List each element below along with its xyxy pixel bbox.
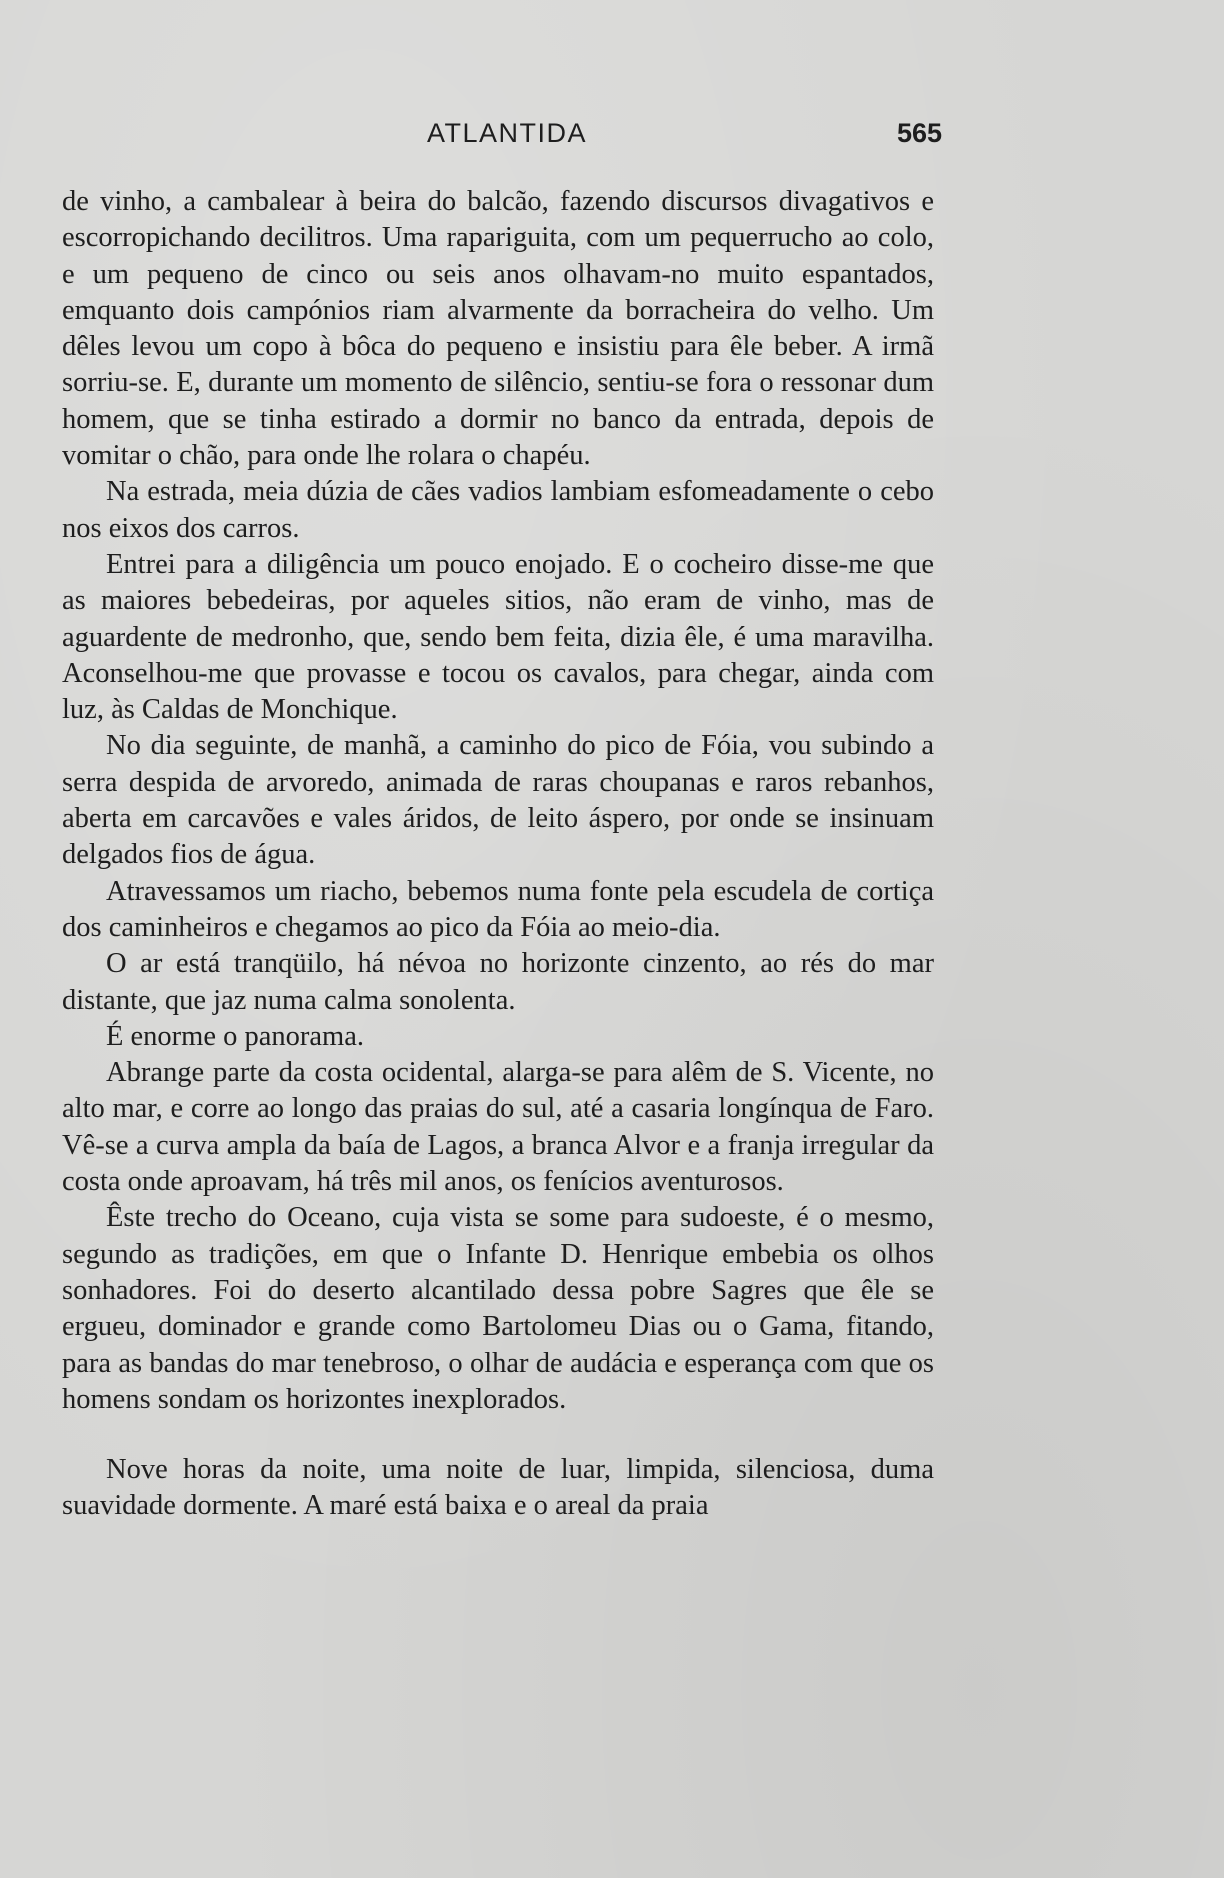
paragraph: Entrei para a diligência um pouco enojado. E o cocheiro disse-me que as maiores bebedeiras, por aqueles sitios, não eram de vinho, mas de aguardente de medronho, que, sendo bem feita, dizia êle, é uma maravilha. Aconselhou-me que provasse e tocou os cavalos, para chegar, ainda com luz, às Caldas de Monchique. (62, 548, 934, 726)
paragraph: de vinho, a cambalear à beira do balcão, fazendo discursos divagativos e escorropichando decilitros. Uma rapariguita, com um pequerrucho ao colo, e um pequeno de cinco ou seis anos olhavam-no muito espantados, emquanto dois campónios riam alvarmente da borracheira do velho. Um dêles levou um copo à bôca do pequeno e insistiu para êle beber. A irmã sorriu-se. E, durante um momento de silêncio, sentiu-se fora o ressonar dum homem, que se tinha estirado a dormir no banco da entrada, depois de vomitar o chão, para onde lhe rolara o chapéu. (62, 186, 934, 472)
page-number: 565 (896, 118, 942, 148)
running-head (62, 118, 942, 158)
paragraph: Atravessamos um riacho, bebemos numa fonte pela escudela de cortiça dos caminheiros e chegamos ao pico da Fóia ao meio-dia. (62, 875, 934, 943)
paragraph: O ar está tranqüilo, há névoa no horizonte cinzento, ao rés do mar distante, que jaz numa calma sonolenta. (62, 948, 934, 1016)
paragraph: É enorme o panorama. (106, 1020, 364, 1052)
paragraph: Na estrada, meia dúzia de cães vadios lambiam esfomeadamente o cebo nos eixos dos carros. (62, 476, 934, 544)
body-text (62, 184, 934, 1525)
running-title: ATLANTIDA (427, 118, 588, 148)
paragraph: Abrange parte da costa ocidental, alarga-se para alêm de S. Vicente, no alto mar, e corre ao longo das praias do sul, até a casaria longínqua de Faro. Vê-se a curva ampla da baía de Lagos, a branca Alvor e a franja irregular da costa onde aproavam, há três mil anos, os fenícios aventurosos. (62, 1057, 934, 1198)
paragraph: Nove horas da noite, uma noite de luar, limpida, silenciosa, duma suavidade dormente. A maré está baixa e o areal da praia (62, 1454, 934, 1522)
paragraph: Êste trecho do Oceano, cuja vista se some para sudoeste, é o mesmo, segundo as tradições, em que o Infante D. Henrique embebia os olhos sonhadores. Foi do deserto alcantilado dessa pobre Sagres que êle se ergueu, dominador e grande como Bartolomeu Dias ou o Gama, fitando, para as bandas do mar tenebroso, o olhar de audácia e esperança com que os homens sondam os horizontes inexplorados. (62, 1202, 934, 1415)
paragraph: No dia seguinte, de manhã, a caminho do pico de Fóia, vou subindo a serra despida de arvoredo, animada de raras choupanas e raros rebanhos, aberta em carcavões e vales áridos, de leito áspero, por onde se insinuam delgados fios de água. (62, 730, 934, 871)
